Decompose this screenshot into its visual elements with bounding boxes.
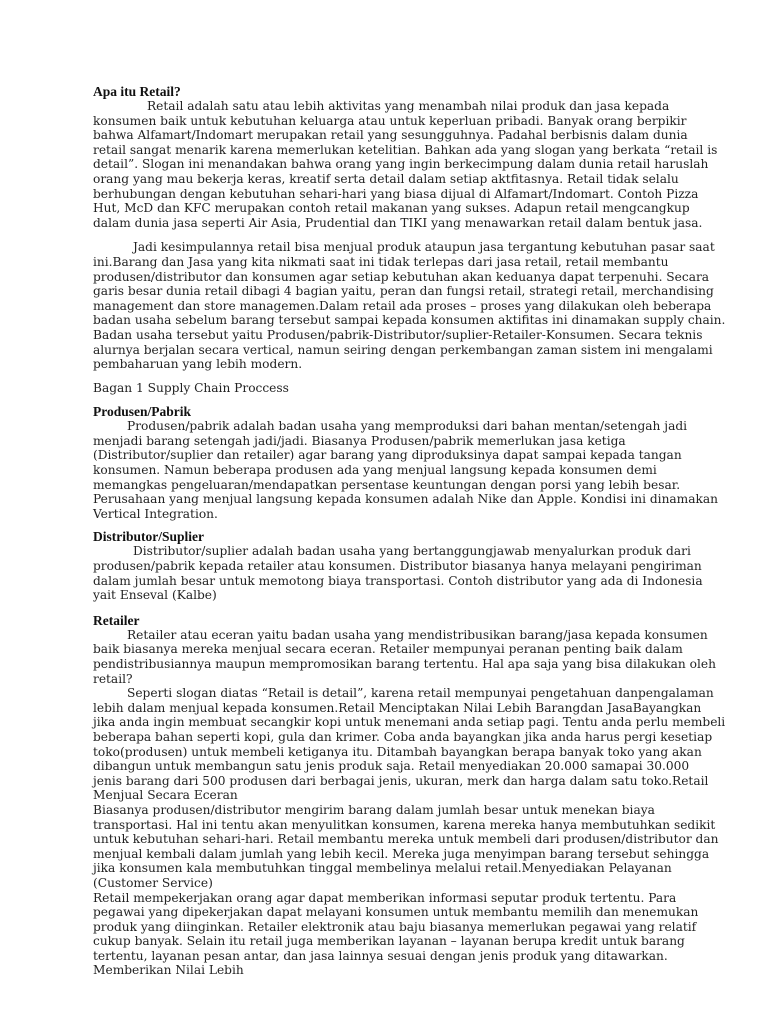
text-line: jika anda ingin membuat secangkir kopi untuk menemani anda setiap pagi. Tentu anda perlu membeli	[93, 715, 726, 730]
text-line: Retail mempekerjakan orang agar dapat memberikan informasi seputar produk tertentu. Para	[93, 890, 677, 905]
text-line: dalam dunia jasa seperti Air Asia, Prudential dan TIKI yang menawarkan retail dalam bentuk jasa.	[93, 215, 703, 230]
text-line: dibangun untuk membangun satu jenis produk saja. Retail menyediakan 20.000 samapai 30.000	[93, 759, 690, 774]
paragraph	[93, 419, 719, 521]
text-line: Biasanya produsen/distributor mengirim barang dalam jumlah besar untuk menekan biaya	[93, 802, 655, 817]
text-line: Retailer atau eceran yaitu badan usaha yang mendistribusikan barang/jasa kepada konsumen	[127, 627, 708, 642]
text-line: tertentu, layanan pesan antar, dan jasa lainnya sesuai dengan jenis produk yang ditawarkan.	[93, 948, 668, 963]
section-apa-itu-retail	[93, 84, 726, 395]
text-line: untuk kebutuhan sehari-hari. Retail membantu mereka untuk membeli dari produsen/distributor dan	[93, 832, 719, 847]
text-line: detail”. Slogan ini menandakan bahwa orang yang ingin berkecimpung dalam dunia retail haruslah	[93, 157, 709, 172]
text-line: (Distributor/suplier dan retailer) agar barang yang diproduksinya dapat sampai kepada tangan	[93, 448, 682, 463]
text-line: toko(produsen) untuk membeli ketiganya itu. Ditambah bayangkan berapa banyak toko yang akan	[93, 744, 702, 759]
text-line: menjadi barang setengah jadi/jadi. Biasanya Produsen/pabrik memerlukan jasa ketiga	[93, 433, 626, 448]
text-line: konsumen baik untuk kebutuhan keluarga atau untuk keperluan pribadi. Banyak orang berpikir	[93, 113, 687, 128]
text-line: produsen/pabrik kepada retailer atau konsumen. Distributor biasanya hanya melayani pengiriman	[93, 559, 702, 574]
text-line: berhubungan dengan kebutuhan sehari-hari yang biasa dijual di Alfamart/Indomart. Contoh Pizza	[93, 186, 699, 201]
text-line: memangkas pengeluaran/mendapatkan persentase keuntungan dengan porsi yang lebih besar.	[93, 477, 681, 492]
text-line: lebih dalam menjual kepada konsumen.Retail Menciptakan Nilai Lebih Barangdan JasaBayangkan	[93, 700, 702, 715]
paragraph	[93, 544, 703, 603]
section-heading: Apa itu Retail?	[93, 84, 181, 99]
document-page	[93, 84, 726, 978]
text-line: garis besar dunia retail dibagi 4 bagian yaitu, peran dan fungsi retail, strategi retail, merchandising	[93, 284, 714, 299]
figure-caption: Bagan 1 Supply Chain Proccess	[93, 380, 289, 395]
text-line: alurnya berjalan secara vertical, namun seiring dengan perkembangan zaman sistem ini mengalami	[93, 342, 713, 357]
text-line: Seperti slogan diatas “Retail is detail”, karena retail mempunyai pengetahuan danpengalaman	[127, 686, 714, 701]
text-line: yait Enseval (Kalbe)	[93, 588, 217, 603]
text-line: management dan store managemen.Dalam retail ada proses – proses yang dilakukan oleh beberapa	[93, 298, 712, 313]
paragraph	[93, 240, 726, 372]
section-produsen-pabrik	[93, 404, 719, 521]
text-line: Distributor/suplier adalah badan usaha yang bertanggungjawab menyalurkan produk dari	[133, 544, 691, 559]
paragraph	[93, 686, 726, 978]
text-line: Jadi kesimpulannya retail bisa menjual produk ataupun jasa tergantung kebutuhan pasar saat	[133, 240, 715, 255]
text-line: beberapa bahan seperti kopi, gula dan krimer. Coba anda bayangkan jika anda harus pergi kesetiap	[93, 729, 713, 744]
text-line: Menjual Secara Eceran	[93, 788, 238, 803]
text-line: pegawai yang dipekerjakan dapat melayani konsumen untuk membantu memilih dan menemukan	[93, 905, 699, 920]
text-line: (Customer Service)	[93, 875, 213, 890]
text-line: transportasi. Hal ini tentu akan menyulitkan konsumen, karena mereka hanya membutuhkan sedikit	[93, 817, 716, 832]
text-line: ini.Barang dan Jasa yang kita nikmati saat ini tidak terlepas dari jasa retail, retail membantu	[93, 254, 669, 269]
text-line: baik biasanya mereka menjual secara eceran. Retailer mempunyai peranan penting baik dalam	[93, 642, 683, 657]
text-line: produk yang diinginkan. Retailer elektronik atau baju biasanya memerlukan pegawai yang relatif	[93, 919, 697, 934]
section-retailer	[93, 612, 726, 978]
text-line: Vertical Integration.	[93, 506, 218, 521]
section-heading: Produsen/Pabrik	[93, 404, 192, 420]
text-line: jika konsumen kala membutuhkan tinggal membelinya melalui retail.Menyediakan Pelayanan	[93, 861, 672, 876]
text-line: retail sangat menarik karena memerlukan ketelitian. Bahkan ada yang slogan yang berkata “retail is	[93, 142, 718, 157]
text-line: cukup banyak. Selain itu retail juga memberikan layanan – layanan berupa kredit untuk barang	[93, 934, 685, 949]
text-line: badan usaha sebelum barang tersebut sampai kepada konsumen aktifitas ini dinamakan supply chain.	[93, 313, 726, 328]
paragraph	[93, 99, 718, 230]
text-line: Hut, McD dan KFC merupakan contoh retail makanan yang sukses. Adapun retail mengcangkup	[93, 201, 690, 216]
paragraph	[93, 627, 716, 686]
text-line: orang yang mau bekerja keras, kreatif serta detail dalam setiap aktfitasnya. Retail tidak selalu	[93, 171, 679, 186]
text-line: Memberikan Nilai Lebih	[93, 963, 244, 978]
text-line: jenis barang dari 500 produsen dari berbagai jenis, ukuran, merk dan harga dalam satu toko.Retail	[93, 773, 709, 788]
text-line: menjual kembali dalam jumlah yang lebih kecil. Mereka juga menyimpan barang tersebut sehingga	[93, 846, 710, 861]
text-line: bahwa Alfamart/Indomart merupakan retail yang sesungguhnya. Padahal berbisnis dalam dunia	[93, 128, 688, 143]
section-heading: Distributor/Suplier	[93, 529, 205, 545]
text-line: Perusahaan yang menjual langsung kepada konsumen adalah Nike dan Apple. Kondisi ini dinamakan	[93, 492, 719, 507]
text-line: Badan usaha tersebut yaitu Produsen/pabrik-Distributor/suplier-Retailer-Konsumen. Secara teknis	[93, 327, 703, 342]
text-line: retail?	[93, 671, 133, 686]
text-line: Produsen/pabrik adalah badan usaha yang memproduksi dari bahan mentan/setengah jadi	[127, 419, 688, 434]
text-line: Retail adalah satu atau lebih aktivitas yang menambah nilai produk dan jasa kepada	[147, 99, 670, 113]
section-distributor-suplier	[93, 529, 703, 603]
text-line: pendistribusiannya maupun mempromosikan barang tertentu. Hal apa saja yang bisa dilakukan oleh	[93, 657, 716, 671]
text-line: produsen/distributor dan konsumen agar setiap kebutuhan akan keduanya dapat terpenuhi. Secara	[93, 269, 710, 284]
text-line: pembaharuan yang lebih modern.	[93, 357, 303, 372]
section-heading: Retailer	[93, 612, 140, 628]
text-line: dalam jumlah besar untuk memotong biaya transportasi. Contoh distributor yang ada di Indonesia	[93, 573, 703, 588]
text-line: konsumen. Namun beberapa produsen ada yang menjual langsung kepada konsumen demi	[93, 463, 657, 478]
